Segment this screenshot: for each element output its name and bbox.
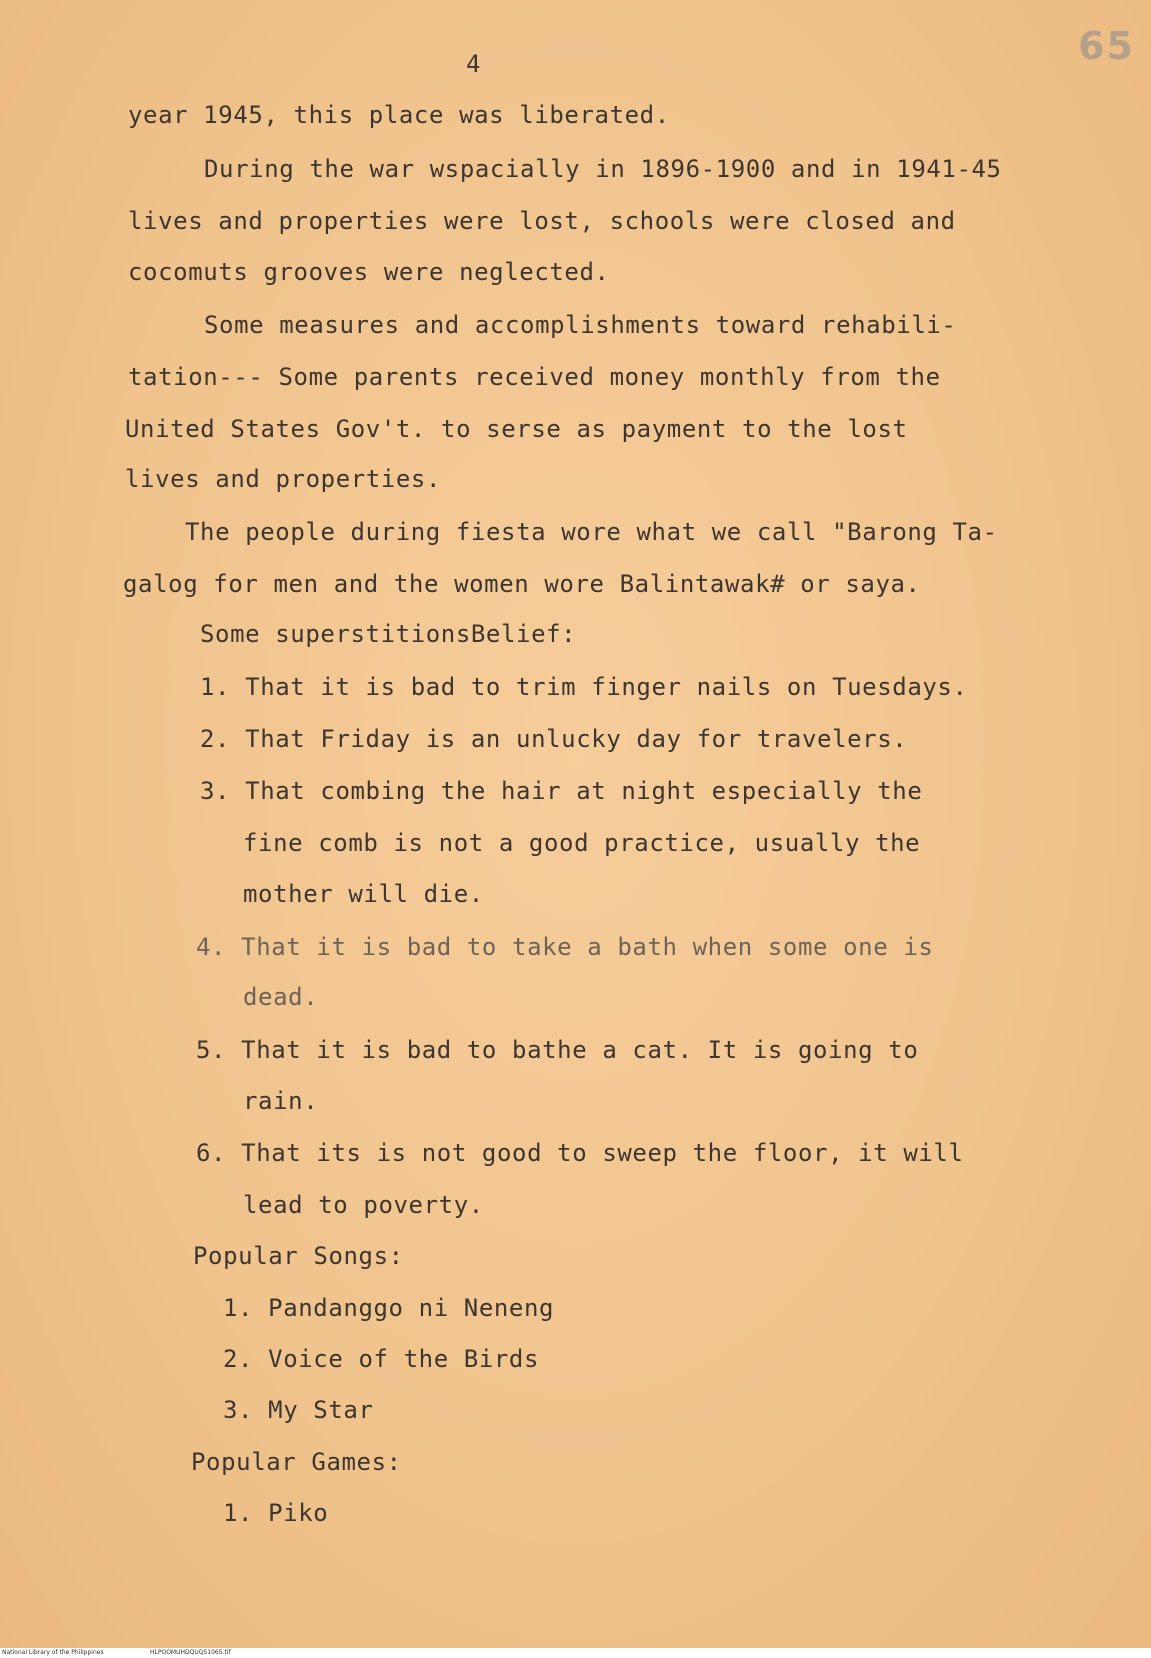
text-line-9: The people during fiesta wore what we call "Barong Ta- — [185, 518, 998, 546]
text-line-5: Some measures and accomplishments toward rehabili- — [204, 311, 957, 339]
list-item-song-3: 3. My Star — [223, 1396, 374, 1424]
list-item-song-2: 2. Voice of the Birds — [223, 1345, 540, 1373]
list-item-song-1: 1. Pandanggo ni Neneng — [223, 1294, 555, 1322]
text-line-6: tation--- Some parents received money monthly from the — [128, 363, 941, 391]
text-line-8: lives and properties. — [125, 465, 442, 493]
list-item-superstition-3-cont-2: mother will die. — [243, 880, 484, 908]
list-item-superstition-4: 4. That it is bad to take a bath when some one is — [196, 933, 934, 961]
list-item-superstition-1: 1. That it is bad to trim finger nails on Tuesdays. — [200, 673, 968, 701]
footer-filename: HLPOOMUHDQUQ51065.tif — [150, 1649, 231, 1656]
text-line-1: year 1945, this place was liberated. — [128, 101, 670, 129]
list-item-superstition-5-cont: rain. — [243, 1087, 319, 1115]
text-line-11: Some superstitionsBelief: — [200, 620, 577, 648]
page-number: 4 — [466, 50, 482, 78]
list-item-superstition-6: 6. That its is not good to sweep the floor, it will — [196, 1139, 964, 1167]
list-item-superstition-6-cont: lead to poverty. — [243, 1191, 484, 1219]
text-line-4: cocomuts grooves were neglected. — [128, 258, 610, 286]
list-item-superstition-3: 3. That combing the hair at night especially the — [200, 777, 923, 805]
text-line-7: United States Gov't. to serse as payment to the lost — [125, 415, 908, 443]
scan-footer — [0, 1648, 1151, 1658]
text-line-2: During the war wspacially in 1896-1900 and in 1941-45 — [204, 155, 1002, 183]
section-heading-popular-songs: Popular Songs: — [193, 1242, 404, 1270]
text-line-10: galog for men and the women wore Balintawak# or saya. — [123, 570, 921, 598]
list-item-superstition-3-cont-1: fine comb is not a good practice, usually the — [243, 829, 921, 857]
footer-source: National Library of the Philippines — [2, 1649, 104, 1656]
page-stamp-number: 65 — [1078, 24, 1135, 68]
text-line-3: lives and properties were lost, schools were closed and — [128, 207, 956, 235]
list-item-superstition-5: 5. That it is bad to bathe a cat. It is going to — [196, 1036, 919, 1064]
list-item-game-1: 1. Piko — [223, 1499, 329, 1527]
list-item-superstition-2: 2. That Friday is an unlucky day for travelers. — [200, 725, 908, 753]
list-item-superstition-4-cont: dead. — [243, 983, 319, 1011]
section-heading-popular-games: Popular Games: — [191, 1448, 402, 1476]
